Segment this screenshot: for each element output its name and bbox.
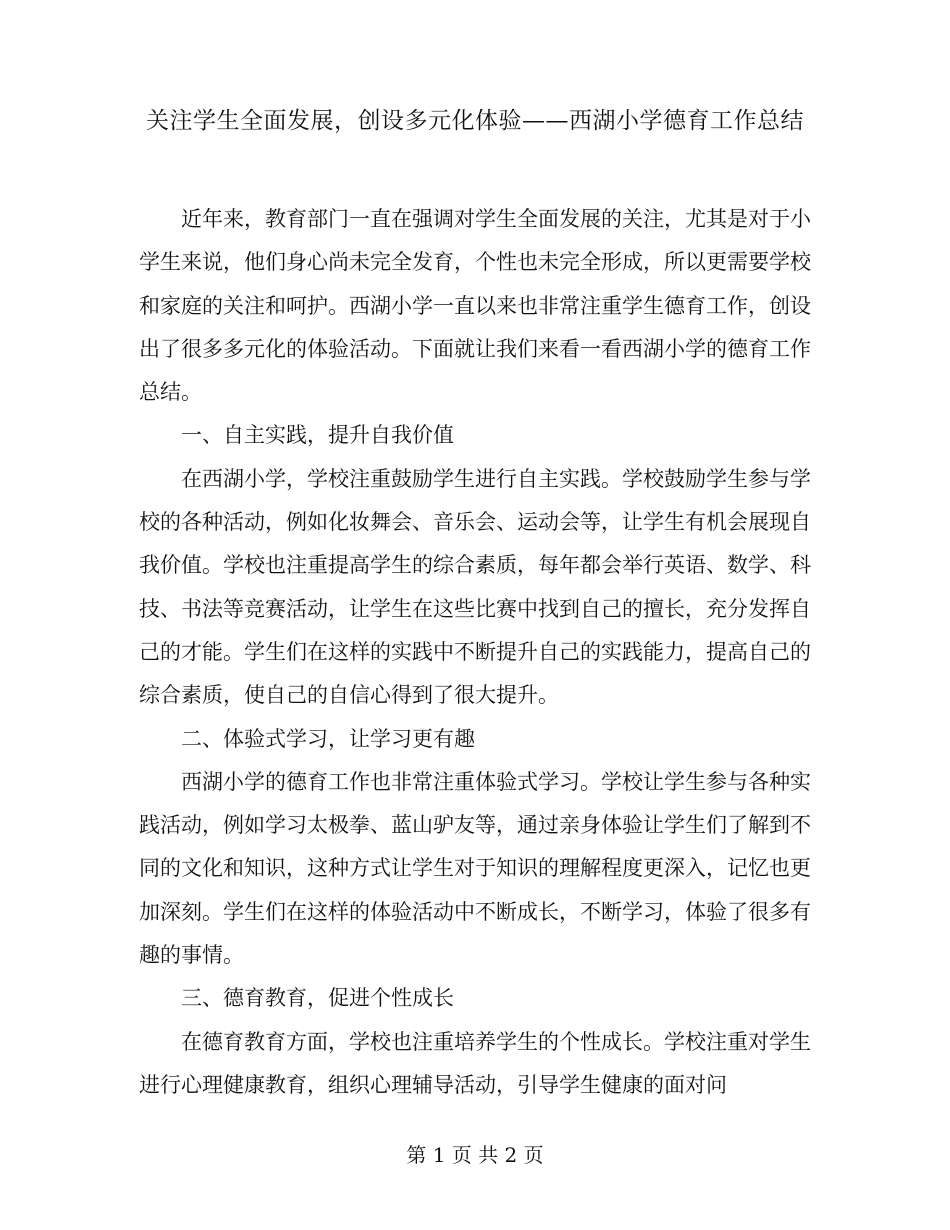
- page-number-footer: 第 1 页 共 2 页: [406, 1143, 544, 1167]
- section-paragraph-1: 在西湖小学，学校注重鼓励学生进行自主实践。学校鼓励学生参与学校的各种活动，例如化妆舞会、音乐会、运动会等，让学生有机会展现自我价值。学校也注重提高学生的综合素质，每年都会举行英语、数学、科技、书法等竞赛活动，让学生在这些比赛中找到自己的擅长，充分发挥自己的才能。学生们在这样的实践中不断提升自己的实践能力，提高自己的综合素质，使自己的自信心得到了很大提升。: [139, 466, 811, 708]
- section-heading-2: 二、体验式学习，让学习更有趣: [181, 726, 475, 751]
- section-heading-3: 三、德育教育，促进个性成长: [181, 986, 454, 1011]
- document-body: [139, 198, 811, 1107]
- section-paragraph-2: 西湖小学的德育工作也非常注重体验式学习。学校让学生参与各种实践活动，例如学习太极拳、蓝山驴友等，通过亲身体验让学生们了解到不同的文化和知识，这种方式让学生对于知识的理解程度更深入，记忆也更加深刻。学生们在这样的体验活动中不断成长，不断学习，体验了很多有趣的事情。: [139, 769, 811, 968]
- document-title: 关注学生全面发展，创设多元化体验——西湖小学德育工作总结: [146, 108, 804, 134]
- intro-paragraph: 近年来，教育部门一直在强调对学生全面发展的关注，尤其是对于小学生来说，他们身心尚未完全发育，个性也未完全形成，所以更需要学校和家庭的关注和呵护。西湖小学一直以来也非常注重学生德育工作，创设出了很多多元化的体验活动。下面就让我们来看一看西湖小学的德育工作总结。: [139, 207, 811, 405]
- section-paragraph-3: 在德育教育方面，学校也注重培养学生的个性成长。学校注重对学生进行心理健康教育，组织心理辅导活动，引导学生健康的面对问: [139, 1029, 811, 1097]
- section-heading-1: 一、自主实践，提升自我价值: [181, 423, 454, 448]
